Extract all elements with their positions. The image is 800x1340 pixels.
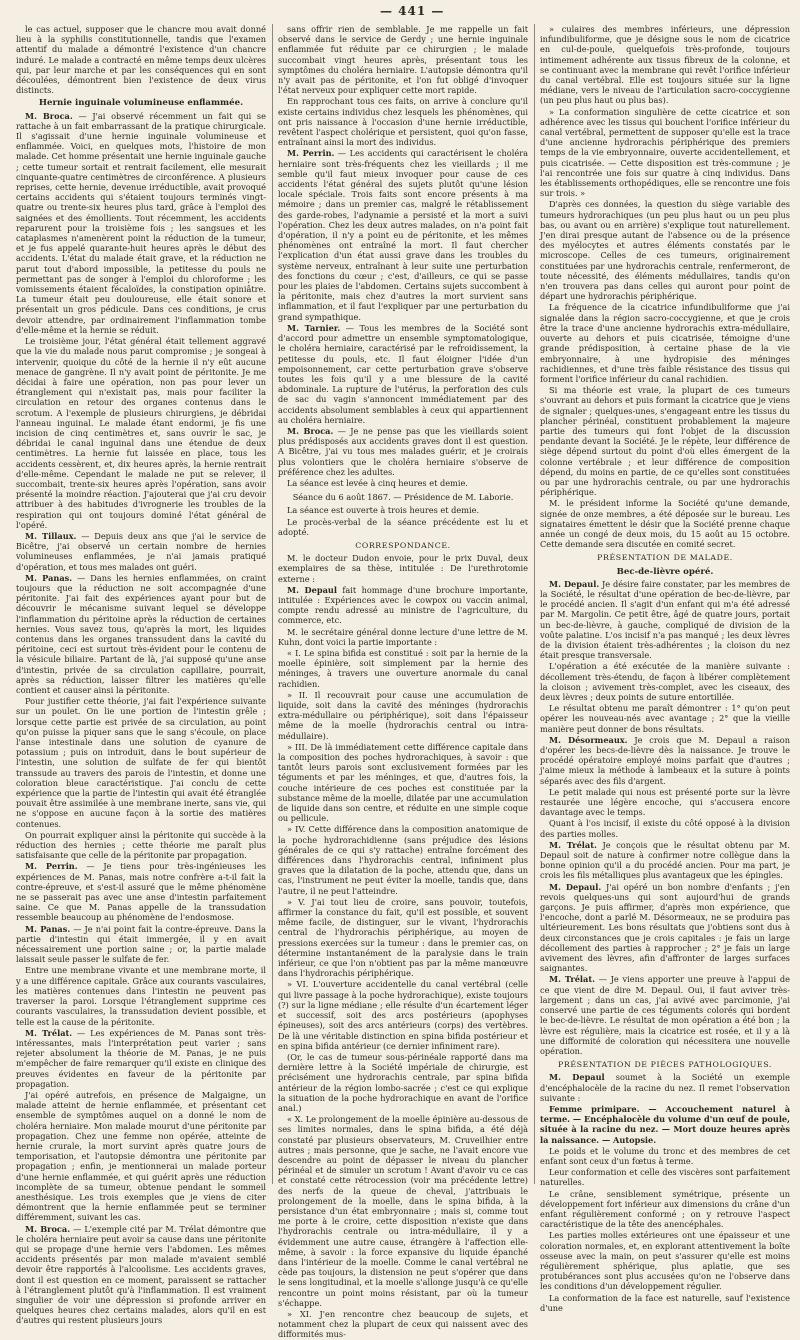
paragraph-text: sans offrir rien de semblable. Je me rappelle un fait observé dans le service de Gerdy ; une hernie inguinale enflammée fut réduite par ce chirurgien ; le malade succombait vingt heures après, présentant tous les symptômes du choléra herniaire. L'autopsie démontra qu'il n'y avait pas de péritonite, et l'on fut obligé d'invoquer l'état nerveux pour expliquer cette mort rapide. [278, 24, 528, 96]
paragraph-text: — Je viens apporter une preuve à l'appui de ce que vient de dire M. Depaul. Oui, il faut aviver très-largement ; dans un cas, j'ai avivé avec parcimonie, j'ai conservé une partie de ces téguments colorés qui bordent le bec-de-lièvre. Le résultat de mon opération a été bon ; la lèvre est régulière, mais la cicatrice est rosée, et il y a là une difformité de coloration qui nécessitera une nouvelle opération. [540, 974, 790, 1056]
paragraph [278, 426, 528, 477]
paragraph [540, 818, 790, 838]
paragraph-text: M. le président informe la Société qu'une demande, signée de onze membres, a été déposée sur le bureau. Les signataires émettent le désir que la Société prenne chaque année un congé de deux mois, du 15 août au 15 octobre. Cette demande sera discutée en comité secret. [540, 498, 790, 550]
paragraph [16, 965, 266, 1026]
paragraph-text: » II. Il recouvrait pour cause une accumulation de liquide, soit dans la cavité des méninges (hydrorachis extra-médullaire ou périphérique), soit dans l'épaisseur même de la moelle (hydrorachis central ou intra-médullaire). [278, 689, 528, 741]
speaker-name: M. Broca. [25, 110, 73, 121]
column-2 [272, 24, 528, 1340]
speaker-name: M. Trélat. [549, 839, 597, 850]
speaker-name: M. Depaul [287, 584, 337, 595]
speaker-name: M. Depaul [549, 1072, 605, 1083]
page-number: — 441 — [380, 4, 445, 18]
paragraph [16, 924, 266, 965]
paragraph [16, 111, 266, 335]
paragraph-text: — Depuis deux ans que j'ai le service de Bicêtre, j'ai observé un certain nombre de hernies volumineuses enflammées, je n'ai jamais pratiqué d'opération, et tous mes malades ont guéri. [16, 530, 266, 572]
speaker-name: M. Broca. [287, 425, 334, 436]
section-subheading: PRÉSENTATION DE PIÈCES PATHOLOGIQUES. [558, 1060, 772, 1070]
paragraph-text: En rapprochant tous ces faits, on arrive à conclure qu'il existe certains individus chez lesquels les phénomènes, qui ont pris naissance à l'occasion d'une hernie irréductible, revêtent l'aspect cholérique et persistent, quoi qu'on fasse, entraînant ainsi la mort des individus. [278, 96, 528, 148]
paragraph [540, 661, 790, 702]
paragraph [16, 531, 266, 572]
paragraph [278, 505, 528, 515]
speaker-name: M. Perrin. [287, 148, 335, 159]
paragraph [540, 882, 790, 974]
paragraph-text: « I. Le spina bifida est constitué : soit par la hernie de la moelle épinière, soit simplement par la hernie des méninges, à travers une ouverture anormale du canal rachidien. [278, 647, 528, 689]
paragraph-text: » La conformation singulière de cette cicatrice et son adhérence avec les tissus qui bouchent l'orifice inférieur du canal vertébral, permettent de supposer qu'elle est la trace d'une ancienne hydrorachis périphérique des premiers temps de la vie embryonnaire, ouverte accidentellement, et puis cicatrisée. — Cette disposition est très-commune ; je l'ai rencontrée une fois sur quatre à cinq individus. Dans les établissements orthopédiques, elle se rencontre une fois sur trois. » [540, 106, 790, 199]
paragraph [16, 336, 266, 530]
paragraph [278, 478, 528, 488]
paragraph-text: Si ma théorie est vraie, la plupart de ces tumeurs s'ouvrant au dehors et puis formant la cicatrice que je viens de signaler ; quelques-unes, s'engageant entre les tissus du plancher périnéal, constituent probablement la majeure partie des tumeurs qui font l'objet de la discussion pendante devant la Société. Je le répète, leur différence de siège dépend surtout du point d'où elles émergent de la colonne vertébrale ; et leur différence de composition dépend, du moins en partie, de ce qu'elles sont constituées ou par une hydrorachis centrale, ou par une hydrorachis périphérique. [540, 385, 790, 498]
paragraph [278, 96, 528, 147]
paragraph [540, 974, 790, 1056]
paragraph [16, 1224, 266, 1326]
speaker-name: M. Panas. [25, 572, 73, 583]
paragraph-text: Le poids et le volume du tronc et des membres de cet enfant sont ceux d'un fœtus à terme. [540, 1145, 790, 1166]
paragraph [540, 498, 790, 549]
paragraph [278, 585, 528, 626]
paragraph [540, 735, 790, 786]
speaker-name: M. Trélat. [549, 974, 595, 985]
paragraph-text: Entre une membrane vivante et une membrane morte, il y a une différence capitale. Grâce aux courants vasculaires, les matières contenues dans l'intestin ne peuvent pas traverser la paroi. Lorsque l'étranglement supprime ces courants vasculaires, la transsudation devient possible, et telle est la cause de la péritonite. [16, 965, 266, 1027]
paragraph-text: La conformation de la face est naturelle, sauf l'existence d'une [540, 1292, 790, 1313]
paragraph [16, 1090, 266, 1223]
paragraph [540, 24, 790, 106]
paragraph [278, 24, 528, 95]
paragraph-text: J'ai opéré un bon nombre d'enfants ; j'en revois quelques-uns qui sont aujourd'hui de grands garçons. Je puis affirmer, d'après mon expérience, que l'encoche, dont a parlé M. Désormeaux, ne se produira pas ultérieurement. Les bons résultats que j'obtiens sont dus à deux circonstances que je crois capitales : je fais un large décollement des parties à rapprocher ; 2° je fais un large avivement des lèvres, afin d'affronter de larges surfaces saignantes. [540, 881, 790, 974]
paragraph-text: le cas actuel, supposer que le chancre mou avait donné lieu à la syphilis constitutionnelle, tandis que l'examen attentif du malade a démontré l'existence d'un chancre induré. Le malade a contracté en même temps deux ulcères qui, par leur marche et par les conséquences qui en sont découlées, démontrent bien l'existence de deux virus distincts. [16, 24, 266, 96]
paragraph-text: » IV. Cette différence dans la composition anatomique de la poche hydrorachidienne (sans préjudice des lésions générales de ce qui s'y rattache) entraîne forcément des différences dans l'hydrorachis central, infiniment plus graves que la dilatation de la poche, attendu que, dans un cas, l'instrument ne peut éviter la moelle, tandis que, dans l'autre, il ne peut l'atteindre. [278, 824, 528, 896]
paragraph-text: » III. De là immédiatement cette différence capitale dans la composition des poches hydrorachiques, à savoir : que tantôt leurs parois sont exclusivement formées par les téguments et par les méninges, et que, d'autres fois, la couche intérieure de ces poches est constituée par la substance même de la moelle, dilatée par une accumulation de liquide dans son centre, et réduite en une simple coque ou pellicule. [278, 741, 528, 824]
paragraph [278, 979, 528, 1050]
speaker-name: M. Trélat. [25, 1027, 73, 1038]
paragraph-text: La séance est ouverte à trois heures et demie. [287, 505, 480, 516]
paragraph [16, 24, 266, 95]
paragraph [278, 1052, 528, 1113]
speaker-name: M. Panas. [25, 923, 71, 934]
paragraph-text: Le troisième jour, l'état général était tellement aggravé que la vie du malade nous parut compromise ; je songeai à intervenir, quoique du côté de la hernie il n'y eût aucune menace de gangrène. Il n'y avait point de péritonite. Je me décidai à faire une opération, non pas pour lever un étranglement qui n'existait pas, mais pour faciliter la circulation en retour des organes contenus dans le scrotum. A l'exemple de plusieurs chirurgiens, je débridai l'anneau inguinal. Le malade étant endormi, je fis une incision de cinq centimètres et, sans ouvrir le sac, je débridai le canal inguinal dans une étendue de deux centimètres. La hernie fut laissée en place, tous les accidents cessèrent, et, dix heures après, la hernie rentrait d'elle-même. Cependant le malade ne put se relever, il succombait, trente-six heures après l'opération, sans avoir présenté la moindre réaction. J'ajouterai que j'ai cru devoir attribuer à des habitudes d'ivrognerie les troubles de la respiration qui ont toujours dominé l'état général de l'opéré. [16, 336, 266, 530]
paragraph [16, 573, 266, 695]
paragraph [540, 385, 790, 497]
section-subheading: PRÉSENTATION DE MALADE. [597, 553, 733, 563]
paragraph-text: Le crâne, sensiblement symétrique, présente un développement fort inférieur aux dimensions du crâne d'un enfant régulièrement conformé ; on y retrouve l'aspect caractéristique de la tête des anencéphales. [540, 1188, 790, 1230]
observation-title: Femme primipare. — Accouchement naturel à terme. — Encéphalocèle du volume d'un œuf de poule, située à la racine du nez. — Mort douze heures après la naissance. — Autopsie. [540, 1103, 790, 1145]
paragraph [540, 107, 790, 199]
paragraph-text: — Je tiens pour très-ingénieuses les expériences de M. Panas, mais notre confrère a-t-il fait la contre-épreuve, et s'est-il assuré que le même phénomène ne se passerait pas avec une anse d'intestin parfaitement saine. Ce que M. Panas appelle de la transsudation ressemble beaucoup au phénomène de l'endosmose. [16, 861, 266, 923]
speaker-name: M. Tillaux. [25, 530, 77, 541]
paragraph [278, 897, 528, 979]
paragraph-text: Leur conformation et celle des viscères sont parfaitement naturelles. [540, 1167, 790, 1188]
speaker-name: M. Depaul. [549, 881, 602, 892]
paragraph-text: — J'ai observé récemment un fait qui se rattache à un fait embarrassant de la pratique chirurgicale. Il s'agissait d'une hernie inguinale volumineuse et enflammée. Voici, en quelques mots, l'histoire de mon malade. Cet homme présentait une hernie inguinale gauche ; cette tumeur sortait et rentrait facilement, elle mesurait cinquante-quatre centimètres de circonférence. A plusieurs reprises, cette hernie, devenue irréductible, avait provoqué certains accidents qui s'étaient toujours terminés vingt-quatre ou trente-six heures plus tard, grâce à l'emploi des saignées et des émollients. Tout récemment, les accidents reparurent pour la troisième fois ; les sangsues et les cataplasmes n'amenèrent point la réduction de la tumeur, et je fus appelé quarante-huit heures après le début des accidents. L'état du malade était grave, et la réduction ne parut tout d'abord impossible, la petitesse du pouls ne permettant pas de songer à l'emploi du chloroforme ; les vomissements étaient fécaloïdes, la constipation opiniâtre. La tumeur était peu douloureuse, elle était sonore et présentait un gros pédicule. Dans ces conditions, je crus devoir attendre, par ordinairement l'inflammation tombe d'elle-même et la hernie se réduit. [16, 110, 266, 335]
paragraph [278, 742, 528, 824]
column-1 [16, 24, 266, 1326]
speaker-name: M. Tarnier. [287, 322, 341, 333]
paragraph [278, 148, 528, 321]
paragraph [278, 553, 528, 584]
paragraph [540, 1072, 790, 1103]
paragraph-text: Les parties molles extérieures ont une épaisseur et une coloration normales, et, en explorant attentivement la boîte osseuse avec la main, on peut s'assurer qu'elle est moins régulièrement sphérique, plus aplatie, que ses protubérances sont plus accusées qu'on ne l'observe dans les conditions d'un développement régulier. [540, 1230, 790, 1292]
paragraph-text: » V. J'ai tout lieu de croire, sans pouvoir, toutefois, affirmer la constance du fait, qu'il est possible, et souvent même facile, de distinguer, sur le vivant, l'hydrorachis central de l'hydrorachis périphérique, au moyen de pressions exercées sur la tumeur : dans le premier cas, on détermine instantanément de la paralysie dans le train inférieur, ce que l'on n'obtient pas par la même manœuvre dans l'hydrorachis périphérique. [278, 896, 528, 979]
paragraph-text: » VI. L'ouverture accidentelle du canal vertébral (celle qui livre passage à la poche hydrorachique), existe toujours (?) sur la ligne médiane ; elle résulte d'un écartement léger et successif, soit des arcs postérieurs (apophyses épineuses), soit des arcs antérieurs (corps) des vertèbres. De là une véritable distinction en spina bifida postérieur et en spina bifida antérieur (ce dernier infiniment rare). [278, 979, 528, 1051]
paragraph [540, 1230, 790, 1291]
paragraph-text: — Les accidents qui caractérisent le choléra herniaire sont très-fréquents chez les vieillards ; il me semble qu'il faut mieux invoquer pour cause de ces accidents l'état général des sujets plutôt qu'une lésion locale spéciale. Trois faits sont encore présents à ma mémoire ; dans un premier cas, malgré le rétablissement des garde-robes, l'adynamie a persisté et la mort a suivi l'opération. Chez les deux autres malades, on n'a point fait d'opération, il n'y a point eu de péritonite, et les mêmes phénomènes ont entraîné la mort. Il faut chercher l'explication d'un état aussi grave dans les troubles du système nerveux, entraînant à leur suite une perturbation des fonctions du cœur ; c'est, d'ailleurs, ce qui se passe pour les plaies de l'abdomen. Certains sujets succombent à la péritonite, mais chez d'autres la mort survient sans inflammation, et il faut l'expliquer par une perturbation du grand sympathique. [278, 148, 528, 322]
section-subheading: CORRESPONDANCE. [355, 540, 451, 550]
paragraph [540, 302, 790, 384]
section-heading: Bec-de-lièvre opéré. [616, 566, 714, 577]
paragraph [278, 517, 528, 537]
paragraph-text: — Les expériences de M. Panas sont très-intéressantes, mais l'interprétation peut varier ; sans rejeter absolument la théorie de M. Panas, je ne puis m'empêcher de faire remarquer qu'il existe en clinique des preuves évidentes en faveur de la péritonite par propagation. [16, 1027, 266, 1089]
session-heading: Séance du 6 août 1867. — Présidence de M. Laborie. [292, 492, 514, 503]
paragraph [278, 690, 528, 741]
paragraph-text: — Je n'ai point fait la contre-épreuve. Dans la partie d'intestin qui était immergée, il y en avait nécessairement une portion saine ; or, la partie malade laissait seule passer le sulfate de fer. [16, 923, 266, 965]
paragraph-text: — Je ne pense pas que les vieillards soient plus prédisposés aux accidents graves dont il est question. A Bicêtre, j'ai vu tous mes malades guérir, et je croirais plus volontiers que le choléra herniaire s'observe de préférence chez les adultes. [278, 425, 528, 477]
paragraph-text: On pourrait expliquer ainsi la péritonite qui succède à la réduction des hernies ; cette théorie me paraît plus satisfaisante que celle de la péritonite par propagation. [16, 829, 266, 861]
paragraph [540, 1293, 790, 1313]
paragraph-text: fait hommage d'une brochure importante, intitulée : Expériences avec le cowpox ou vaccin animal, compte rendu adressé au ministre de l'agriculture, du commerce, etc. [278, 584, 528, 626]
speaker-name: M. Perrin. [25, 861, 78, 872]
paragraph-text: Le petit malade qui nous est présenté porte sur la lèvre restaurée une légère encoche, qui s'accusera encore davantage avec le temps. [540, 786, 790, 818]
paragraph [16, 696, 266, 829]
speaker-name: M. Depaul. [549, 578, 600, 589]
paragraph-text: Quant à l'os incisif, il existe du côté opposé à la division des parties molles. [540, 818, 790, 839]
paragraph [278, 824, 528, 895]
paragraph [16, 1028, 266, 1089]
paragraph-text: J'ai opéré autrefois, en présence de Malgaigne, un malade atteint de hernie enflammée, et présentant cet ensemble de symptômes auquel on a donné le nom de choléra herniaire. Mon malade mourut d'une péritonite par propagation. Chez une femme non opérée, atteinte de hernie crurale, la mort survint après quatre jours de temporisation, et l'autopsie démontra une péritonite par propagation ; enfin, je mentionnerai un malade porteur d'une hernie enflammée, et qui guérit après une réduction incomplète de sa tumeur, obtenue pendant le sommeil anesthésique. Les trois exemples que je viens de citer démontrent que la hernie enflammée peut se terminer différemment, suivant les cas. [16, 1089, 266, 1223]
paragraph-text: Le procès-verbal de la séance précédente est lu et adopté. [278, 516, 528, 537]
paragraph [278, 323, 528, 425]
paragraph [540, 579, 790, 661]
paragraph [278, 648, 528, 689]
paragraph-text: soumet à la Société un exemple d'encéphalocèle de la racine du nez. Il remet l'observation suivante : [540, 1072, 790, 1103]
paragraph-text: M. le docteur Dudon envoie, pour le prix Duval, deux exemplaires de sa thèse, intitulée : De l'urethrotomie externe : [278, 553, 528, 584]
paragraph [540, 1189, 790, 1230]
paragraph-text: — Dans les hernies enflammées, on craint toujours que la réduction ne soit accompagnée d'une péritonite. J'ai fait des expériences ayant pour but de découvrir le mécanisme suivant lequel se développe l'inflammation du péritoine après la réduction de certaines hernies. Vous savez tous, qu'après la mort, les liquides contenus dans les organes transsudent dans la cavité du péritoine, ceci est surtout très-évident pour le contenu de la vésicule biliaire. Partant de là, j'ai supposé qu'une anse d'intestin, privée de sa circulation capillaire, pourrait, après sa réduction, laisser filtrer les matières qu'elle contient et causer ainsi la péritonite. [16, 572, 266, 695]
paragraph [16, 830, 266, 861]
paragraph [540, 1167, 790, 1187]
paragraph-text: » culaires des membres inférieurs, une dépression infundibuliforme, que je désigne sous le nom de cicatrice en cul-de-poule, quelquefois très-profonde, toujours intimement adhérente aux tissus fibreux de la colonne, et se continuant avec la membrane qui revêt l'orifice inférieur du canal vertébral. Elle est toujours située sur la ligne médiane, vers le niveau de l'articulation sacro-coccygienne (un peu plus haut ou plus bas). [540, 24, 790, 106]
paragraph-text: » XI. J'en rencontre chez beaucoup de sujets, et notamment chez la plupart de ceux qui naissent avec des difformités mus- [278, 1308, 528, 1340]
paragraph-text: Le résultat obtenu me paraît démontrer : 1° qu'on peut opérer les nouveau-nés avec avantage ; 2° que la vieille manière peut donner de bons résultats. [540, 703, 790, 734]
paragraph-text: L'opération a été exécutée de la manière suivante : décollement très-étendu, de façon à libérer complètement la cloison ; avivement très-complet, avec les ciseaux, des deux lèvres ; deux points de suture entortillée. [540, 661, 790, 702]
paragraph [540, 787, 790, 818]
paragraph [16, 861, 266, 922]
article-columns [16, 24, 790, 1340]
paragraph [278, 1309, 528, 1340]
paragraph [540, 840, 790, 881]
paragraph-text: M. le secrétaire général donne lecture d'une lettre de M. Kuhn, dont voici la partie importante : [278, 626, 528, 647]
paragraph-text: — Tous les membres de la Société sont d'accord pour admettre un ensemble symptomatologique, le choléra herniaire, caractérisé par le refroidissement, la petitesse du pouls, etc. Il faut éloigner l'idée d'un empoisonnement, car cette perturbation grave s'observe toutes les fois qu'il y a une blessure de la cavité abdominale. La rupture de l'utérus, la perforation des culs de sac du vagin s'annoncent immédiatement par des accidents absolument semblables à ceux qui appartiennent au choléra herniaire. [278, 322, 528, 425]
page-header [0, 2, 800, 24]
speaker-name: M. Broca. [25, 1223, 71, 1234]
paragraph-text: La fréquence de la cicatrice infundibuliforme que j'ai signalée dans la région sacro-coccygienne, et que je crois être la trace d'une ancienne hydrorachis extra-médullaire, ouverte au dehors et puis cicatrisée, témoigne d'une grande prédisposition, à certaine phase de la vie embryonnaire, à une hydropisie des méninges rachidiennes, et d'une très faible résistance des tissus qui forment l'orifice inférieur du canal rachidien. [540, 302, 790, 384]
paragraph-text: (Or, le cas de tumeur sous-périnéale rapporté dans ma dernière lettre à la Société impériale de chirurgie, est précisément une hydrorachis centrale, par spina bifida antérieur de la région lombo-sacrée ; c'est ce qui explique la situation de la poche hydrorachique en avant de l'orifice anal.) [278, 1051, 528, 1113]
paragraph [540, 199, 790, 301]
column-3 [534, 24, 790, 1313]
section-heading: Hernie inguinale volumineuse enflammée. [38, 98, 244, 109]
paragraph-text: Je crois que M. Depaul a raison d'opérer les becs-de-lièvre dès la naissance. Je trouve le procédé opératoire employé moins parfait que d'autres ; j'aime mieux la méthode à lambeaux et la suture à points séparés avec des fils d'argent. [540, 734, 790, 786]
paragraph-text: Je désire faire constater, par les membres de la Société, le résultat d'une opération de bec-de-lièvre, par le procédé ancien. Il s'agit d'un enfant qui m'a été adressé par M. Margolin. Ce petit être, âgé de quatre jours, portait un bec-de-lièvre, à gauche, compliqué de division de la voûte palatine. L'os incisif n'a pas manqué ; les deux lèvres de la division étaient très-adhérentes ; la cloison du nez était presque transversale. [540, 578, 790, 661]
paragraph [540, 703, 790, 734]
paragraph-text: D'après ces données, la question du siège variable des tumeurs hydrorachiques (un peu plus haut ou un peu plus bas, ou avant ou en arrière) s'explique tout naturellement. J'en dirai presque autant de l'absence ou de la présence des myélocytes et autres éléments constatés par le microscope. Celles de ces tumeurs, originairement constituées par une hydrorachis centrale, renfermeront, de toute nécessité, des éléments médullaires, tandis qu'on n'en trouvera pas dans celles qui auront pour point de départ une hydrorachis périphérique. [540, 199, 790, 302]
paragraph [278, 627, 528, 647]
paragraph-text: « X. Le prolongement de la moelle épinière au-dessous de ses limites normales, dans le spina bifida, a été déjà constaté par plusieurs observateurs, M. Cruveilhier entre autres ; mais personne, que je sache, ne l'avait encore vue descendre au point de dépasser le niveau du plancher périnéal et de simuler un scrotum ! Avant d'avoir vu ce cas et constaté cette rétrocession (voir ma précédente lettre) des nerfs de la queue de cheval, j'attribuais le prolongement de la moelle, dans le spina bifida, à la persistance d'un état embryonnaire ; mais si, comme tout me porte à le croire, cette disposition n'existe que dans l'hydrorachis centrale ou intra-médullaire, il y a évidemment une autre cause, étrangère à l'affection elle-même, à savoir : la force expansive du liquide épanché dans l'intérieur de la moelle. Comme le canal vertébral ne cède pas toujours, la distension ne peut s'opérer que dans le sens longitudinal, et la moelle s'allonge jusqu'à ce qu'elle rencontre un point moins résistant, par où la tumeur s'échappe. [278, 1114, 528, 1308]
paragraph-text: Je conçois que le résultat obtenu par M. Depaul soit de nature à confirmer notre collègue dans la bonne opinion qu'il a du procédé ancien. Pour ma part, je crois les fils métalliques plus avantageux que les épingles. [540, 839, 790, 881]
paragraph [278, 1114, 528, 1308]
paragraph-text: — L'exemple cité par M. Trélat démontre que le choléra herniaire peut avoir sa cause dans une péritonite qui se propage d'une hernie vers l'abdomen. Les mêmes accidents présentés par mon malade m'avaient semblé devoir être rapportés à l'alcoolisme. Les accidents graves, dont il est question en ce moment, paraissent se rattacher à l'étranglement plutôt qu'à l'inflammation. Il est vraiment singulier de voir une dépression si profonde arriver en quelques heures chez certains malades, alors qu'il en est d'autres qui restent plusieurs jours [16, 1223, 266, 1326]
speaker-name: M. Désormeaux. [549, 734, 628, 745]
paragraph [540, 1146, 790, 1166]
paragraph-text: Pour justifier cette théorie, j'ai fait l'expérience suivante sur un poulet. On lie une portion de l'intestin grêle ; lorsque cette partie est privée de sa circulation, au point qu'on puisse la piquer sans que le sang s'écoule, on place l'anse intestinale dans une solution de cyanure de potassium ; puis on introduit, dans le bout supérieur de l'intestin, une solution de sulfate de fer qui bientôt transsude au travers des parois de l'intestin, et donne une coloration bleue caractéristique. J'ai conclu de cette expérience que la partie de l'intestin qui avait été étranglée pouvait être assimilée à une membrane inerte, sans vie, qui ne s'oppose en aucune façon à la sortie des matières contenues. [16, 696, 266, 829]
paragraph-text: La séance est levée à cinq heures et demie. [287, 477, 468, 488]
